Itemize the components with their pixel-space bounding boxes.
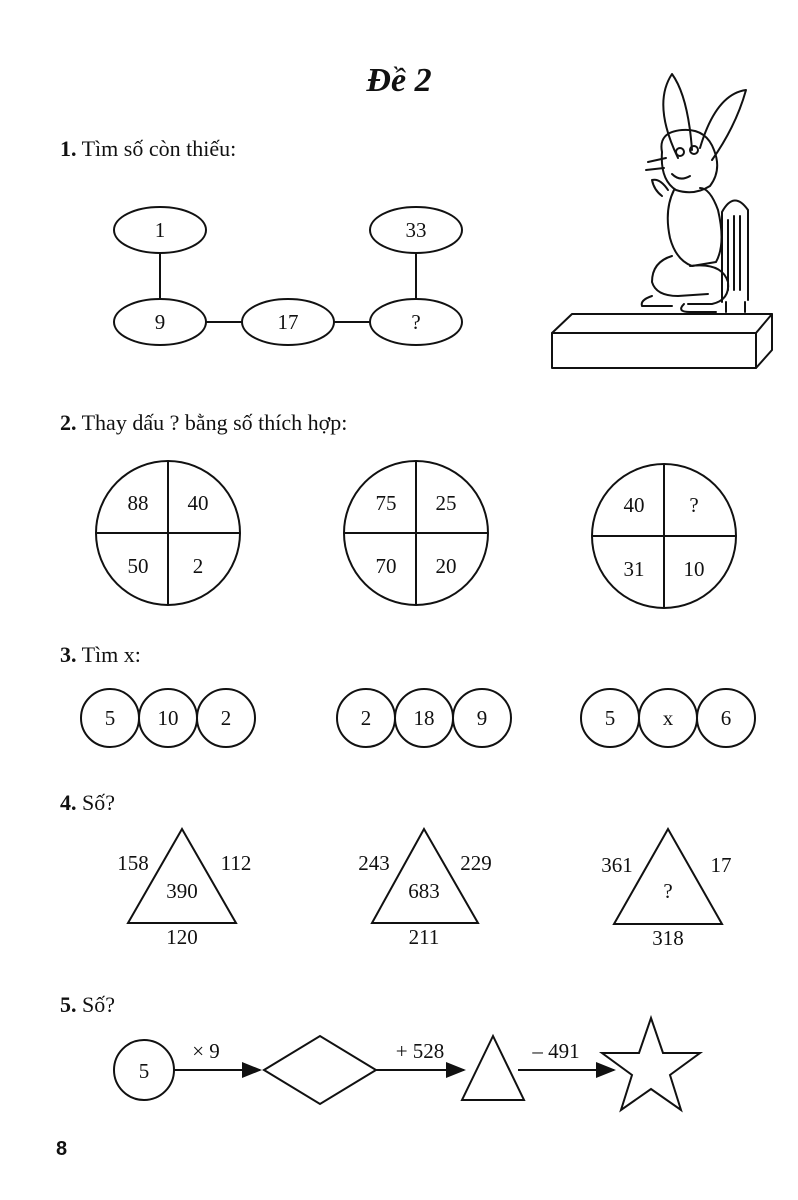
oval-value: 33 — [405, 218, 427, 242]
divided-circle-2 — [344, 461, 488, 605]
circle-value: 6 — [720, 706, 732, 730]
circle-value: 25 — [435, 491, 457, 515]
question-2-text: Thay dấu ? bằng số thích hợp: — [81, 410, 348, 435]
triangle-left-value: 158 — [117, 851, 149, 875]
divided-circle-1 — [96, 461, 240, 605]
oval-value: 1 — [154, 218, 166, 242]
question-1-number: 1. — [60, 136, 77, 161]
circle-value: 18 — [413, 706, 435, 730]
question-2-number: 2. — [60, 410, 77, 435]
circle-value: 75 — [375, 491, 397, 515]
operation-label: + 528 — [395, 1039, 445, 1063]
triangle-bottom-value: 318 — [652, 926, 684, 950]
star-shape — [602, 1018, 700, 1110]
divided-circle-3 — [592, 464, 736, 608]
circle-value: 40 — [187, 491, 209, 515]
question-5-text: Số? — [82, 992, 115, 1017]
circle-value: 10 — [157, 706, 179, 730]
question-2-diagram — [96, 461, 736, 608]
circle-group-1 — [81, 689, 255, 747]
question-3-text: Tìm x: — [81, 642, 141, 667]
number-triangle-1 — [117, 829, 251, 949]
operation-label: – 491 — [532, 1039, 580, 1063]
start-value: 5 — [138, 1059, 150, 1083]
circle-value: 50 — [127, 554, 149, 578]
circle-value: 88 — [127, 491, 149, 515]
circle-value: 5 — [604, 706, 616, 730]
triangle-right-value: 17 — [710, 853, 732, 877]
number-triangle-3 — [601, 829, 731, 950]
page-number: 8 — [56, 1138, 68, 1160]
circle-value: 20 — [435, 554, 457, 578]
circle-value: 9 — [476, 706, 488, 730]
number-triangle-2 — [358, 829, 492, 949]
question-3-number: 3. — [60, 642, 77, 667]
triangle-center-value: ? — [663, 879, 673, 903]
question-4-text: Số? — [82, 790, 115, 815]
circle-value: x — [662, 706, 674, 730]
diamond-shape — [264, 1036, 376, 1104]
triangle-center-value: 390 — [166, 879, 198, 903]
circle-value: 2 — [360, 706, 372, 730]
circle-value: 31 — [623, 557, 645, 581]
circle-value: 70 — [375, 554, 397, 578]
question-5-number: 5. — [60, 992, 77, 1017]
triangle-left-value: 243 — [358, 851, 390, 875]
triangle-center-value: 683 — [408, 879, 440, 903]
question-3-diagram — [81, 689, 755, 747]
rabbit-illustration — [552, 74, 772, 368]
question-1-text: Tìm số còn thiếu: — [81, 136, 237, 161]
oval-value: ? — [411, 310, 421, 334]
triangle-left-value: 361 — [601, 853, 633, 877]
operation-label: × 9 — [192, 1039, 220, 1063]
triangle-shape — [462, 1036, 524, 1100]
triangle-right-value: 112 — [220, 851, 252, 875]
circle-value: 10 — [683, 557, 705, 581]
question-1-diagram — [114, 207, 462, 345]
page-title: Đề 2 — [366, 62, 432, 99]
circle-group-2 — [337, 689, 511, 747]
circle-value: ? — [689, 493, 699, 517]
question-4-diagram — [117, 829, 731, 950]
question-5-diagram — [114, 1018, 700, 1110]
triangle-right-value: 229 — [460, 851, 492, 875]
circle-value: 2 — [192, 554, 204, 578]
circle-value: 5 — [104, 706, 116, 730]
oval-value: 17 — [277, 310, 299, 334]
oval-value: 9 — [154, 310, 166, 334]
triangle-bottom-value: 211 — [408, 925, 440, 949]
circle-value: 40 — [623, 493, 645, 517]
circle-group-3 — [581, 689, 755, 747]
triangle-bottom-value: 120 — [166, 925, 198, 949]
circle-value: 2 — [220, 706, 232, 730]
question-4-number: 4. — [60, 790, 77, 815]
